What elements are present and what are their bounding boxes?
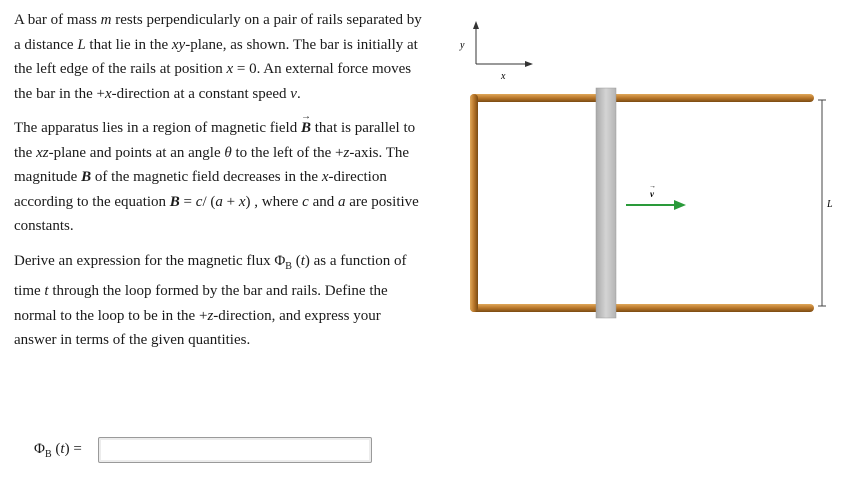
velocity-label: v	[650, 189, 654, 199]
paragraph-field: The apparatus lies in a region of magnetic field → B that is parallel to the xz-plane and points at an angle θ to the left of the +z-axis. The magnitude B of the magnetic field decreases in the x-direction according to the equation B = c/ (a + x) , where c and a are positive constants.	[14, 116, 424, 239]
answer-input[interactable]	[98, 437, 372, 463]
b-vector-symbol: → B	[301, 116, 311, 141]
sliding-bar	[596, 88, 616, 318]
velocity-arrow-icon	[626, 200, 686, 210]
rail-diagram-svg	[440, 8, 842, 338]
axes-icon	[473, 21, 533, 67]
paragraph-setup: A bar of mass m rests perpendicularly on a pair of rails separated by a distance L that lie in the xy-plane, as shown. The bar is initially at the left edge of the rails at position x = 0. An external force moves the bar in the +x-direction at a constant speed v.	[14, 12, 422, 102]
answer-row	[34, 436, 372, 464]
rails	[470, 94, 814, 312]
distance-label: L	[827, 199, 833, 210]
velocity-vector-arrow-icon: →	[649, 182, 656, 190]
paragraph-question: Derive an expression for the magnetic flux $\Phi_B$ (t) as a function of time t through the loop formed by the bar and rails. Define the normal to the loop to be in the +z-direction, and express your answer in terms of the given quantities.	[14, 252, 407, 348]
rail-diagram	[440, 8, 842, 338]
x-axis-label: x	[501, 71, 506, 82]
y-axis-label: y	[460, 40, 465, 51]
distance-dimension	[818, 100, 826, 306]
answer-label: $\Phi_B$ (t) =	[34, 440, 82, 460]
problem-text	[14, 8, 424, 363]
